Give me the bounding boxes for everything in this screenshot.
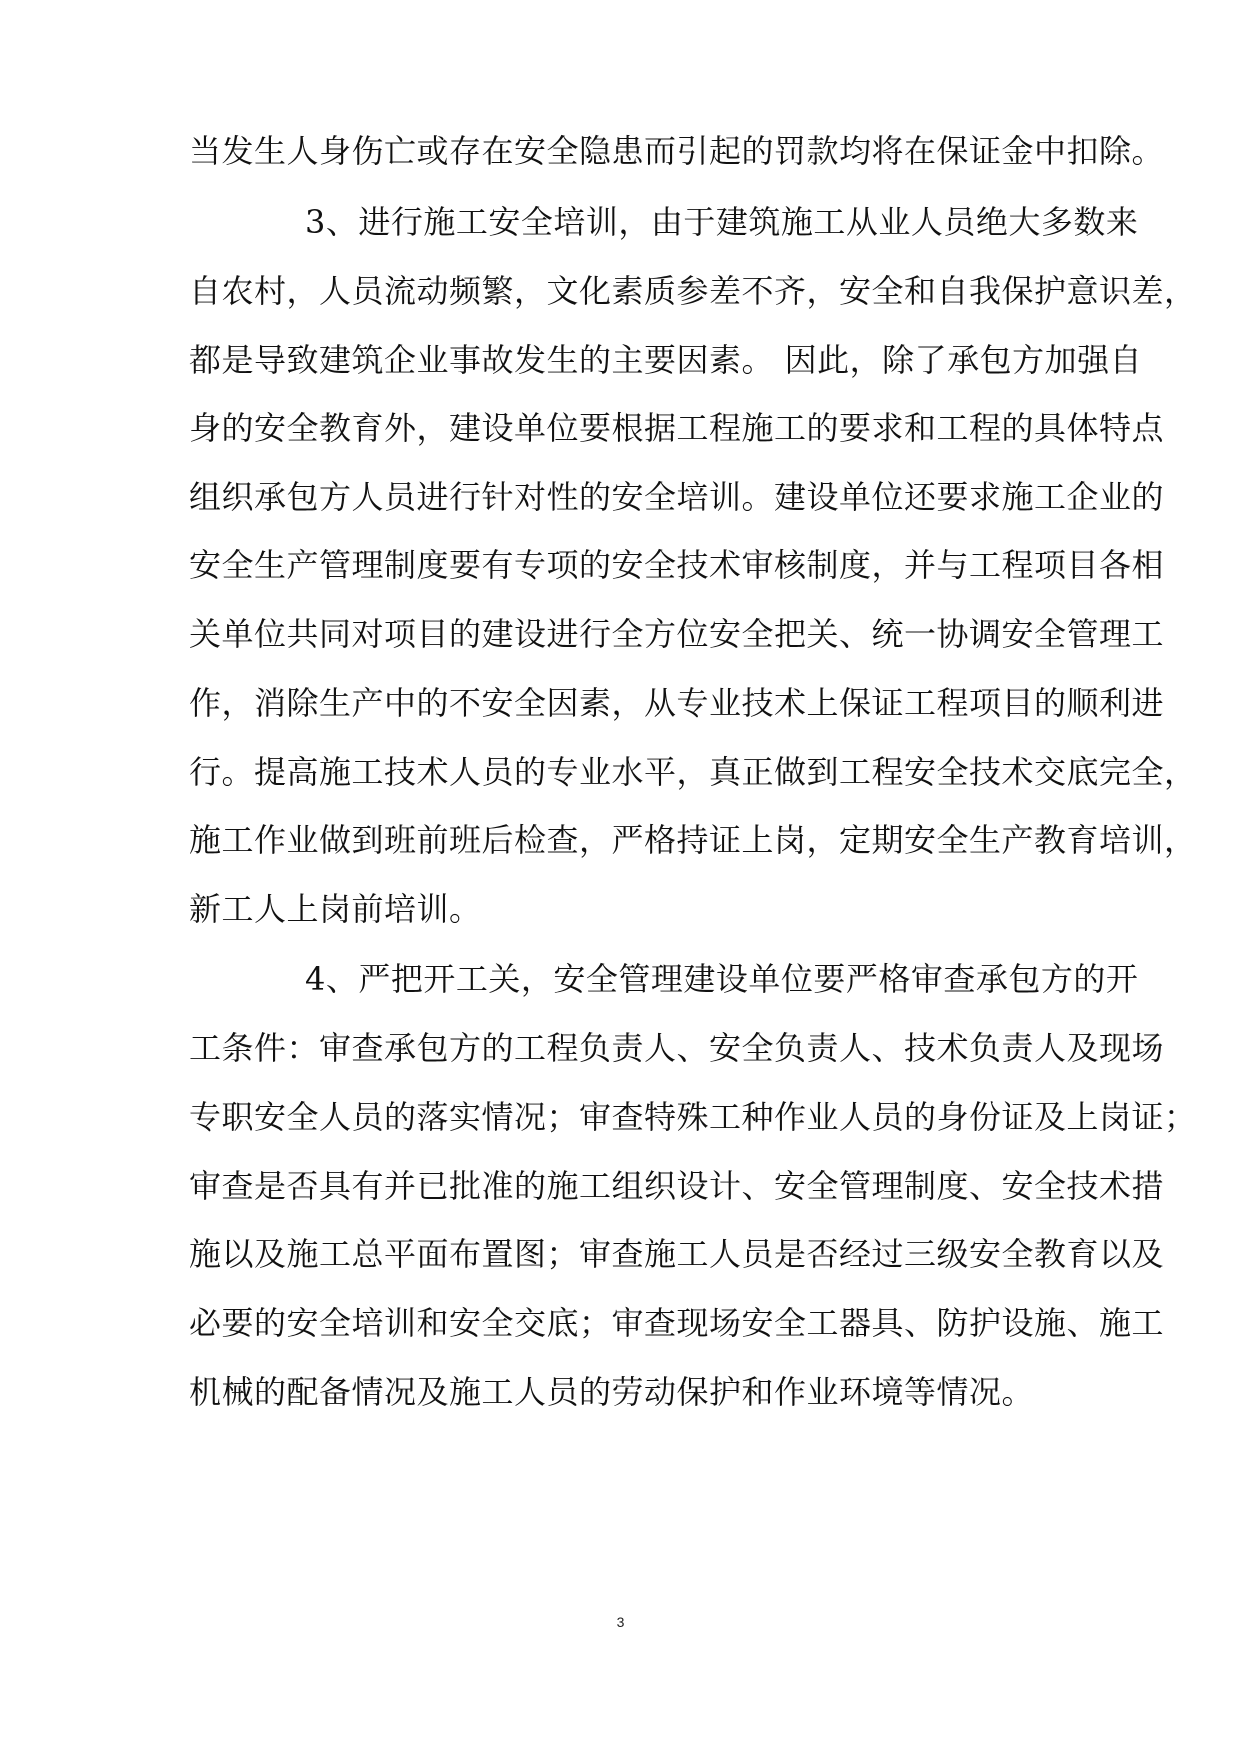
text-line: 施工作业做到班前班后检查，严格持证上岗，定期安全生产教育培训， xyxy=(189,821,1197,859)
page-number: 3 xyxy=(616,1614,625,1630)
text-line: 工条件：审查承包方的工程负责人、安全负责人、技术负责人及现场 xyxy=(189,1029,1165,1067)
text-line: 关单位共同对项目的建设进行全方位安全把关、统一协调安全管理工 xyxy=(189,615,1165,653)
text-line: 自农村，人员流动频繁，文化素质参差不齐，安全和自我保护意识差， xyxy=(189,272,1197,310)
text-line: 都是导致建筑企业事故发生的主要因素。 因此，除了承包方加强自 xyxy=(189,341,1143,379)
text-line: 新工人上岗前培训。 xyxy=(189,890,482,928)
text-line: 专职安全人员的落实情况；审查特殊工种作业人员的身份证及上岗证； xyxy=(189,1098,1197,1136)
text-line: 身的安全教育外，建设单位要根据工程施工的要求和工程的具体特点 xyxy=(189,409,1165,447)
text-line: 组织承包方人员进行针对性的安全培训。建设单位还要求施工企业的 xyxy=(189,478,1165,516)
text-line: 行。提高施工技术人员的专业水平，真正做到工程安全技术交底完全， xyxy=(189,753,1197,791)
text-line: 审查是否具有并已批准的施工组织设计、安全管理制度、安全技术措 xyxy=(189,1167,1165,1205)
text-line: 施以及施工总平面布置图；审查施工人员是否经过三级安全教育以及 xyxy=(189,1235,1165,1273)
text-line: 机械的配备情况及施工人员的劳动保护和作业环境等情况。 xyxy=(189,1373,1035,1411)
text-line: 安全生产管理制度要有专项的安全技术审核制度，并与工程项目各相 xyxy=(189,546,1165,584)
paragraph-3-first-line: 3、进行施工安全培训，由于建筑施工从业人员绝大多数来 xyxy=(305,203,1139,241)
text-line: 当发生人身伤亡或存在安全隐患而引起的罚款均将在保证金中扣除。 xyxy=(189,132,1165,170)
paragraph-4-first-line: 4、严把开工关，安全管理建设单位要严格审查承包方的开 xyxy=(305,960,1139,998)
text-line: 作，消除生产中的不安全因素，从专业技术上保证工程项目的顺利进 xyxy=(189,684,1165,722)
text-line: 必要的安全培训和安全交底；审查现场安全工器具、防护设施、施工 xyxy=(189,1304,1165,1342)
